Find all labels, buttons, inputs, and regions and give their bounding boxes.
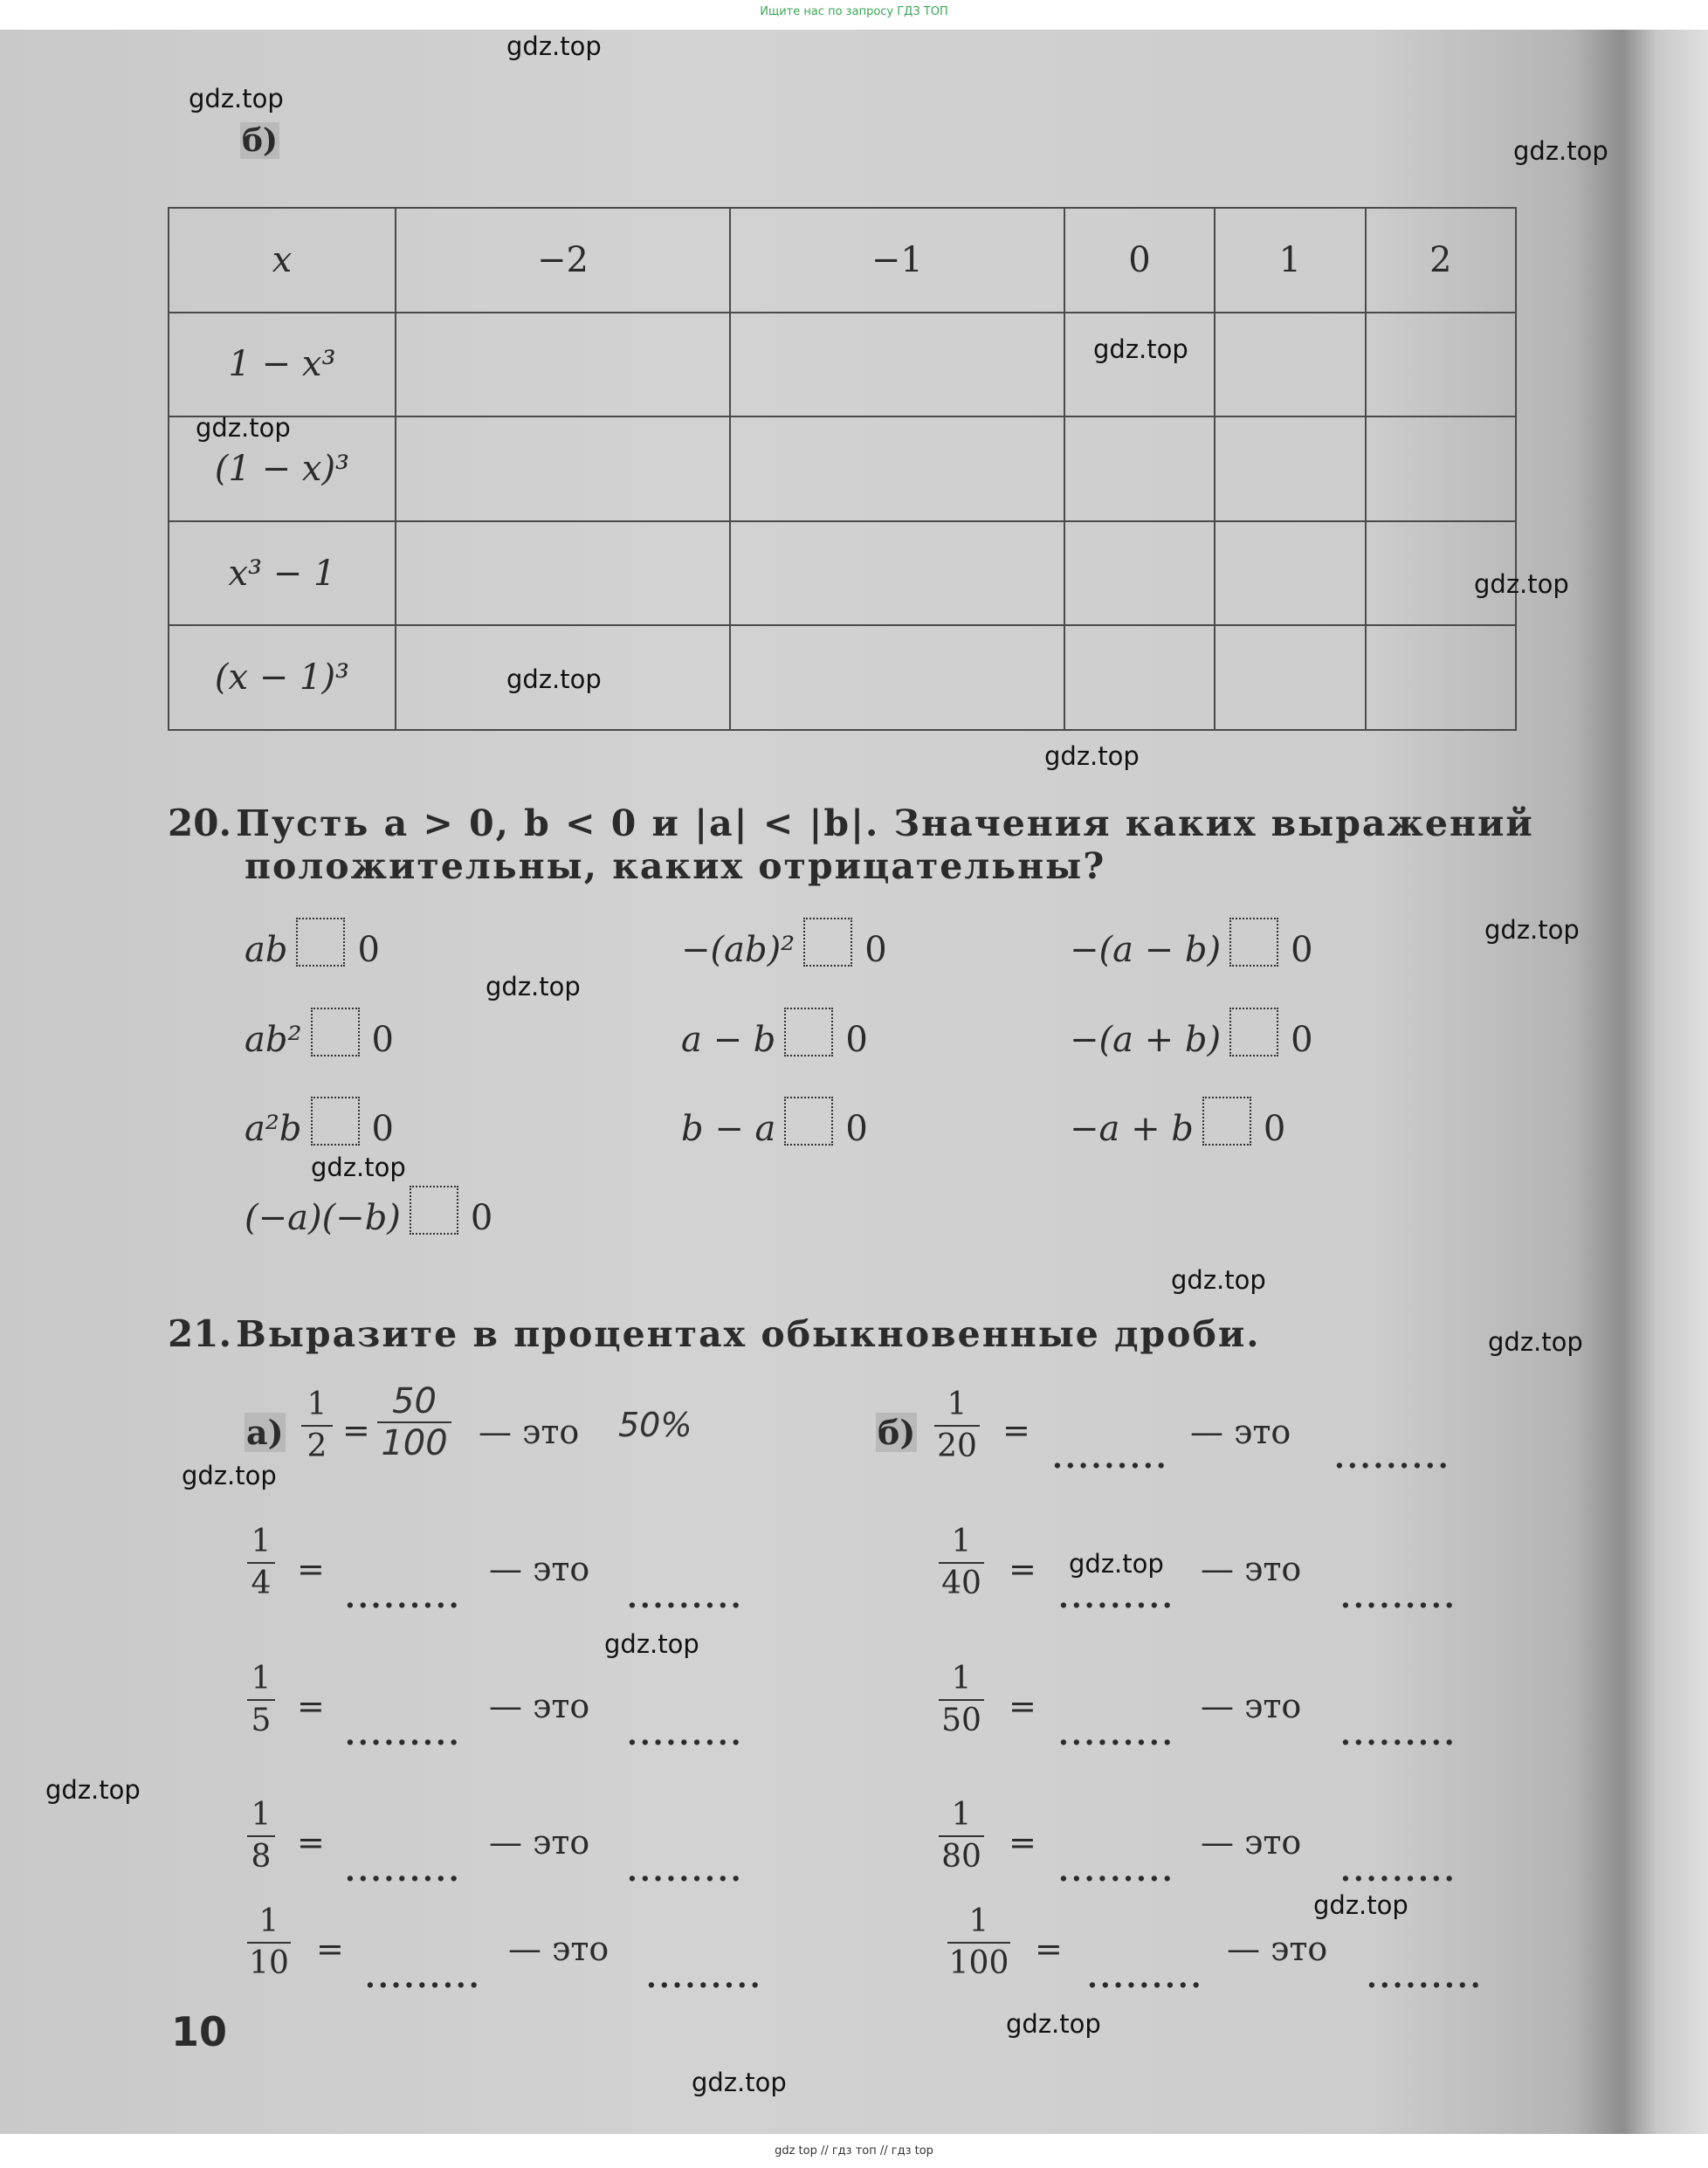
blank-fraction[interactable]: ......... [345, 1580, 462, 1615]
answer-cell[interactable] [1366, 416, 1516, 521]
denominator: 2 [306, 1428, 327, 1464]
table-row [169, 625, 1516, 730]
watermark: gdz.top [1006, 2009, 1101, 2039]
fraction [939, 1797, 984, 1875]
numerator: 50 [392, 1381, 437, 1421]
zero: 0 [845, 1020, 868, 1060]
blank-percent[interactable]: ......... [646, 1960, 763, 1995]
watermark: gdz.top [1488, 1327, 1583, 1357]
sign-item [1070, 930, 1313, 979]
answer-cell[interactable] [730, 521, 1064, 626]
equals-sign: = [1009, 1823, 1037, 1862]
page-number: 10 [171, 2008, 228, 2055]
sign-box[interactable] [410, 1186, 458, 1235]
numerator: 1 [968, 1903, 989, 1939]
blank-fraction[interactable]: ......... [345, 1717, 462, 1752]
blank-percent[interactable]: ......... [1340, 1854, 1457, 1889]
blank-percent[interactable]: ......... [1367, 1960, 1484, 1995]
numerator: 1 [947, 1387, 968, 1422]
dash-eto: — это [489, 1550, 590, 1588]
sign-box[interactable] [784, 1097, 833, 1146]
dash-eto: — это [1201, 1550, 1302, 1588]
watermark: gdz.top [1044, 741, 1140, 771]
numerator: 1 [951, 1661, 972, 1697]
table-header-cell: 0 [1064, 208, 1215, 313]
zero: 0 [357, 930, 380, 970]
equals-sign: = [1009, 1550, 1037, 1588]
answer-cell[interactable] [1064, 625, 1215, 730]
fraction [939, 1661, 984, 1739]
answer-cell[interactable] [1366, 625, 1516, 730]
dash-eto: — это [479, 1413, 580, 1451]
values-table [168, 207, 1517, 731]
sign-item [244, 930, 380, 979]
watermark: gdz.top [506, 664, 602, 694]
sign-item [681, 930, 887, 979]
task-number: 20. [168, 802, 232, 844]
subtask-b-label: б) [878, 1413, 916, 1452]
subtask-b-label: б) [242, 122, 279, 159]
answer-cell[interactable] [1064, 521, 1215, 626]
sign-item [244, 1198, 492, 1247]
equals-sign: = [1009, 1687, 1037, 1725]
fraction [934, 1387, 980, 1465]
fraction [247, 1903, 291, 1982]
equals-sign: = [316, 1930, 344, 1968]
expression: −(ab)² [681, 930, 795, 970]
equals-sign: = [297, 1823, 325, 1862]
sign-item [244, 1109, 394, 1158]
fraction [247, 1524, 275, 1602]
sign-box[interactable] [311, 1008, 360, 1056]
task-text: Выразите в процентах обыкновенные дроби. [236, 1313, 1261, 1355]
blank-percent[interactable]: ......... [1340, 1717, 1457, 1752]
bottom-banner: gdz top // гдз топ // гдз top [775, 2144, 933, 2158]
top-banner: Ищите нас по запросу ГДЗ ТОП [760, 5, 948, 18]
dash-eto: — это [1201, 1823, 1302, 1862]
zero: 0 [1291, 930, 1313, 970]
answer-cell[interactable] [1366, 313, 1516, 417]
equals-sign: = [1002, 1411, 1030, 1449]
zero: 0 [864, 930, 887, 970]
table-header-cell: −1 [730, 208, 1064, 313]
blank-fraction[interactable]: ......... [345, 1854, 462, 1889]
dash-eto: — это [489, 1823, 590, 1862]
sign-box[interactable] [1202, 1097, 1251, 1146]
dash-eto: — это [489, 1687, 590, 1725]
table-row [169, 416, 1516, 521]
watermark: gdz.top [1484, 915, 1580, 945]
sign-item [1070, 1020, 1313, 1069]
blank-percent[interactable]: ......... [627, 1580, 744, 1615]
expression: −(a + b) [1070, 1020, 1222, 1060]
blank-percent[interactable]: ......... [627, 1717, 744, 1752]
subtask-a-label: а) [246, 1413, 284, 1452]
watermark: gdz.top [1171, 1265, 1266, 1295]
blank-fraction[interactable]: ......... [1058, 1580, 1175, 1615]
watermark: gdz.top [45, 1775, 141, 1805]
denominator: 100 [381, 1423, 448, 1463]
dash-eto: — это [1201, 1687, 1302, 1725]
sign-box[interactable] [1229, 918, 1278, 967]
denominator: 10 [249, 1945, 289, 1981]
row-expression: x³ − 1 [169, 521, 396, 626]
blank-fraction[interactable]: ......... [1058, 1854, 1175, 1889]
task-21-heading [168, 1312, 1261, 1355]
expression: a − b [681, 1020, 776, 1060]
sign-item [244, 1020, 394, 1069]
numerator: 1 [258, 1903, 279, 1939]
zero: 0 [371, 1109, 394, 1149]
expression: b − a [681, 1109, 776, 1149]
expression: a²b [244, 1109, 302, 1149]
table-row [169, 313, 1516, 417]
watermark: gdz.top [692, 2068, 787, 2097]
sign-box[interactable] [803, 918, 852, 967]
answer-cell[interactable] [730, 416, 1064, 521]
dash-eto: — это [1190, 1413, 1291, 1451]
blank-percent[interactable]: ......... [627, 1854, 744, 1889]
zero: 0 [1263, 1109, 1286, 1149]
blank-fraction[interactable]: ......... [1087, 1960, 1204, 1995]
dash-eto: — это [508, 1930, 610, 1968]
sign-item [681, 1109, 868, 1158]
row-expression: 1 − x³ [169, 313, 396, 417]
answer-cell[interactable] [396, 416, 730, 521]
fraction [301, 1387, 333, 1465]
table-header-cell: −2 [396, 208, 730, 313]
table-header-cell: 2 [1366, 208, 1516, 313]
expression: ab [244, 930, 288, 970]
denominator: 100 [948, 1945, 1009, 1981]
answer-percent: 50% [618, 1406, 692, 1444]
numerator: 1 [306, 1387, 327, 1422]
denominator: 20 [937, 1428, 977, 1464]
blank-fraction[interactable]: ......... [1058, 1717, 1175, 1752]
answer-cell[interactable] [1064, 416, 1215, 521]
task-number: 21. [168, 1312, 232, 1355]
watermark: gdz.top [604, 1629, 699, 1659]
denominator: 40 [941, 1566, 981, 1601]
dash-eto: — это [1227, 1930, 1328, 1968]
fraction [939, 1524, 984, 1602]
blank-percent[interactable]: ......... [1340, 1580, 1457, 1615]
answer-cell[interactable] [730, 313, 1064, 417]
table-row [169, 208, 1516, 313]
numerator: 1 [951, 1797, 972, 1833]
table-row [169, 521, 1516, 626]
answer-cell[interactable] [1215, 625, 1365, 730]
denominator: 8 [251, 1839, 272, 1875]
answer-cell[interactable] [1215, 416, 1365, 521]
table-header-x: x [169, 208, 396, 313]
expression: −a + b [1070, 1109, 1194, 1149]
expression: −(a − b) [1070, 930, 1222, 970]
denominator: 50 [941, 1703, 981, 1738]
zero: 0 [1291, 1020, 1313, 1060]
expression: (−a)(−b) [244, 1198, 401, 1238]
sign-item [1070, 1109, 1285, 1158]
watermark: gdz.top [1474, 569, 1569, 599]
numerator: 1 [251, 1661, 272, 1697]
answer-cell[interactable] [396, 521, 730, 626]
watermark: gdz.top [189, 84, 284, 114]
zero: 0 [371, 1020, 394, 1060]
fraction [247, 1661, 275, 1739]
table-header-cell: 1 [1215, 208, 1365, 313]
answer-cell[interactable] [1064, 313, 1215, 417]
equals-sign: = [1035, 1930, 1063, 1968]
watermark: gdz.top [506, 31, 602, 61]
answer-cell[interactable] [396, 313, 730, 417]
task-20-heading [168, 802, 1534, 844]
task-text: Пусть a > 0, b < 0 и |a| < |b|. Значения каких выражений [236, 802, 1534, 844]
denominator: 5 [251, 1703, 272, 1738]
denominator: 80 [941, 1839, 981, 1875]
answer-cell[interactable] [1215, 313, 1365, 417]
equals-sign: = [297, 1687, 325, 1725]
watermark: gdz.top [486, 972, 581, 1001]
blank-fraction[interactable]: ......... [365, 1960, 482, 1995]
expression: ab² [244, 1020, 302, 1060]
blank-fraction[interactable]: ......... [1052, 1441, 1169, 1476]
row-expression: (x − 1)³ [169, 625, 396, 730]
task-text-line2: положительны, каких отрицательны? [244, 845, 1106, 887]
denominator: 4 [251, 1566, 272, 1601]
sign-box[interactable] [296, 918, 345, 967]
answer-cell[interactable] [730, 625, 1064, 730]
answer-fraction [377, 1383, 451, 1462]
zero: 0 [470, 1198, 493, 1238]
blank-percent[interactable]: ......... [1334, 1441, 1451, 1476]
numerator: 1 [251, 1797, 272, 1833]
watermark: gdz.top [1093, 334, 1188, 364]
watermark: gdz.top [1313, 1890, 1408, 1920]
numerator: 1 [251, 1524, 272, 1559]
watermark: gdz.top [196, 413, 291, 443]
equals-sign: = [297, 1550, 325, 1588]
row-expression: (1 − x)³ [169, 416, 396, 521]
sign-box[interactable] [1229, 1008, 1278, 1056]
watermark: gdz.top [311, 1153, 406, 1182]
sign-box[interactable] [311, 1097, 360, 1146]
sign-item [681, 1020, 868, 1069]
watermark: gdz.top [1069, 1549, 1164, 1579]
answer-cell[interactable] [1215, 521, 1365, 626]
watermark: gdz.top [1513, 136, 1608, 166]
sign-box[interactable] [784, 1008, 833, 1056]
fraction [247, 1797, 275, 1875]
zero: 0 [845, 1109, 868, 1149]
fraction [947, 1903, 1010, 1982]
numerator: 1 [951, 1524, 972, 1559]
equals-sign: = [342, 1411, 370, 1449]
watermark: gdz.top [182, 1461, 277, 1490]
